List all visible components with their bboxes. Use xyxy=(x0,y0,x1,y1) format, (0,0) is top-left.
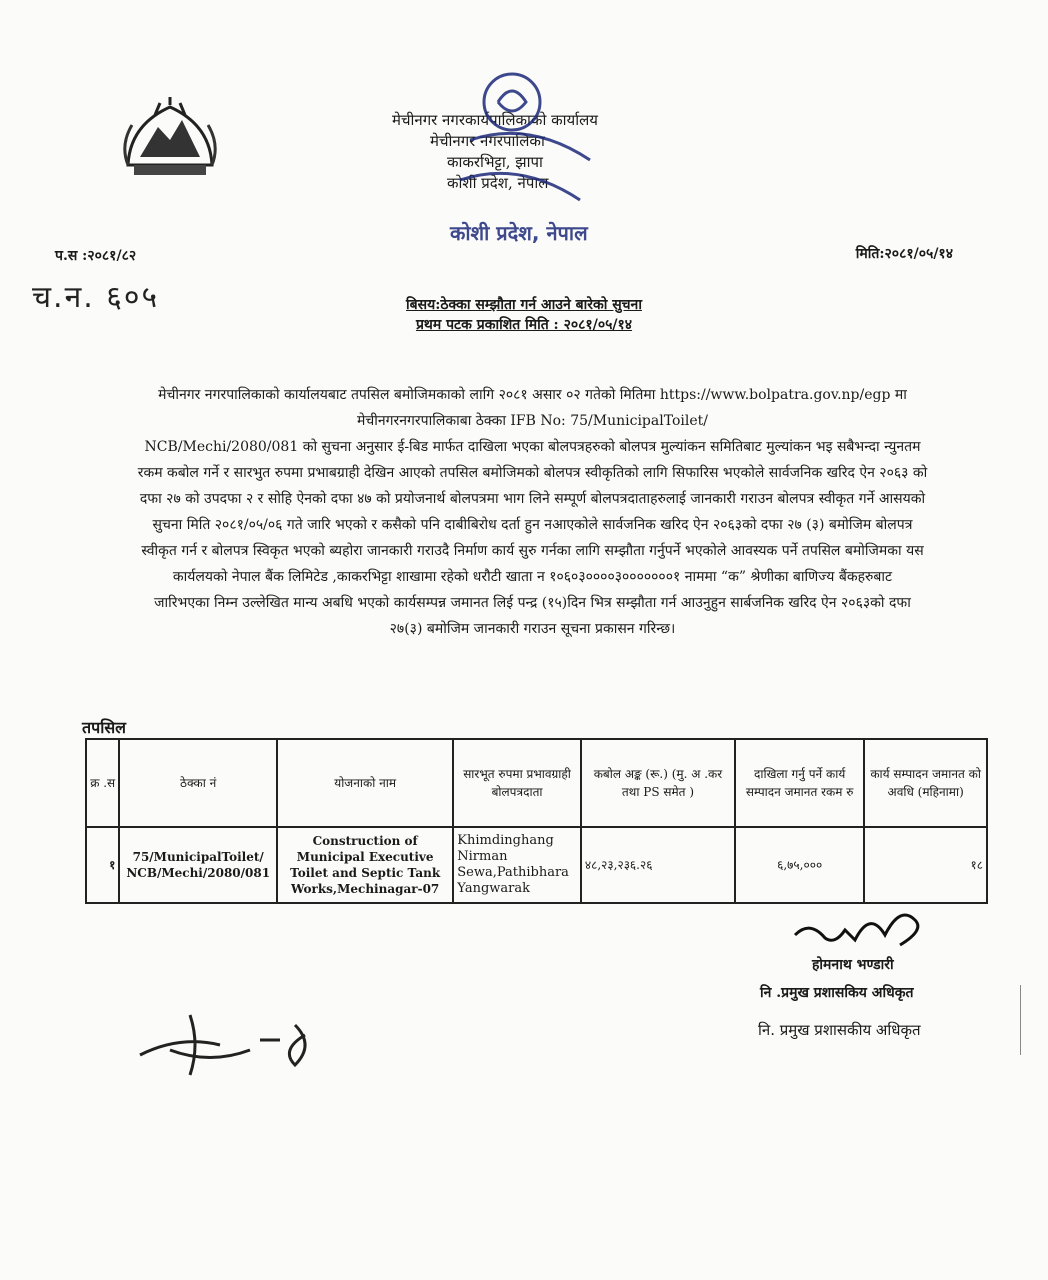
cell-contract-no: 75/MunicipalToilet/ NCB/Mechi/2080/081 xyxy=(119,827,277,903)
cell-project-name: Construction of Municipal Executive Toilet and Septic Tank Works,Mechinagar-07 xyxy=(277,827,453,903)
body-line: स्वीकृत गर्न र बोलपत्र स्विकृत भएको ब्यहोरा जानकारी गराउदै निर्माण कार्य सुरु गर्नका लागि सम्झौता गर्नुपर्ने भएकोले आवस्यक पर्ने तपसिल बमोजिमका यस xyxy=(141,543,924,559)
signatory-title: नि .प्रमुख प्रशासकिय अधिकृत xyxy=(760,985,914,1001)
body-line: दफा २७ को उपदफा २ र सोहि ऐनको दफा ४७ को प्रयोजनार्थ बोलपत्रमा भाग लिने सम्पूर्ण बोलपत्रदाताहरुलाई जानकारी गराउन बोलपत्र स्वीकृत गर्ने आसयको xyxy=(139,491,926,507)
signatory-name: होमनाथ भण्डारी xyxy=(812,957,894,973)
reference-number: प.स :२०८१/८२ xyxy=(55,248,137,264)
body-line: रकम कबोल गर्ने र सारभुत रुपमा प्रभाबग्राही देखिन आएको तपसिल बमोजिमको बोलपत्र स्वीकृतिको लागि सिफारिस भएकोले सार्वजनिक खरिद ऐन २०६३ को xyxy=(137,465,928,481)
seal-text: कोशी प्रदेश, नेपाल xyxy=(450,221,588,245)
body-line: २७(३) बमोजिम जानकारी गराउन सूचना प्रकासन गरिन्छ। xyxy=(389,621,676,637)
office-line: काकरभिट्टा, झापा xyxy=(447,153,543,171)
handwritten-signature-image xyxy=(130,1005,330,1085)
body-line: मेचीनगरनगरपालिकाबा ठेक्का IFB No: 75/MunicipalToilet/ xyxy=(357,413,708,429)
signature-image xyxy=(790,900,930,950)
col-header-bid-amount: कबोल अङ्क (रू.) (मु. अ .कर तथा PS समेत ) xyxy=(581,739,735,827)
edge-line xyxy=(1020,985,1021,1055)
notice-date: मिति:२०८१/०५/१४ xyxy=(855,246,953,262)
cell-guarantee-amount: ६,७५,००० xyxy=(735,827,864,903)
subject-line: बिसय:ठेक्का सम्झौता गर्न आउने बारेको सुचना xyxy=(406,297,642,313)
table-row xyxy=(86,827,987,903)
handwritten-dispatch-number: च.न. ६०५ xyxy=(32,280,160,315)
published-date-line: प्रथम पटक प्रकाशित मिति : २०८१/०५/१४ xyxy=(415,317,633,333)
col-header-contract-no: ठेक्का नं xyxy=(119,739,277,827)
body-line: कार्यलयको नेपाल बैंक लिमिटेड ,काकरभिट्टा शाखामा रहेको धरौटी खाता न १०६०३००००३०००००००१ नाममा “क” श्रेणीका बाणिज्य बैंकहरुबाट xyxy=(172,569,893,585)
body-line: मेचीनगर नगरपालिकाको कार्यालयबाट तपसिल बमोजिमकाको लागि २०८१ असार ०२ गतेको मितिमा https://www.bolpatra.gov.np/egp मा xyxy=(158,387,907,403)
col-header-guarantee-period: कार्य सम्पादन जमानत को अवधि (महिनामा) xyxy=(864,739,987,827)
office-line: कोशी प्रदेश, नेपाल xyxy=(447,174,549,192)
col-header-bidder: सारभूत रुपमा प्रभावग्राही बोलपत्रदाता xyxy=(453,739,581,827)
nepal-emblem-icon xyxy=(120,95,220,185)
contract-table xyxy=(85,738,988,904)
col-header-guarantee-amount: दाखिला गर्नु पर्ने कार्य सम्पादन जमानत रकम रु xyxy=(735,739,864,827)
notice-subject xyxy=(0,295,1048,335)
signatory-title-stamp: नि. प्रमुख प्रशासकीय अधिकृत xyxy=(758,1021,921,1039)
cell-serial: १ xyxy=(86,827,119,903)
notice-body xyxy=(75,382,990,642)
body-line: सुचना मिति २०८१/०५/०६ गते जारि भएको र कसैको पनि दाबीबिरोध दर्ता हुन नआएकोले सार्वजनिक खरिद ऐन २०६३को दफा २७ (३) बमोजिम बोलपत्र xyxy=(152,517,913,533)
col-header-project-name: योजनाको नाम xyxy=(277,739,453,827)
body-line: NCB/Mechi/2080/081 को सुचना अनुसार ई-बिड मार्फत दाखिला भएका बोलपत्रहरुको बोलपत्र मुल्यांकन समितिबाट मुल्यांकन भइ सबैभन्दा न्युनतम xyxy=(144,439,921,455)
body-line: जारिभएका निम्न उल्लेखित मान्य अबधि भएको कार्यसम्पन्न जमानत लिई पन्द्र (१५)दिन भित्र सम्झौता गर्न आउनुहुन सार्बजनिक खरिद ऐन २०६३को दफा xyxy=(154,595,911,611)
office-line: मेचीनगर नगरपालिका xyxy=(430,132,545,150)
municipality-seal-stamp xyxy=(440,60,610,260)
cell-guarantee-period: १८ xyxy=(864,827,987,903)
table-header-row xyxy=(86,739,987,827)
office-line: मेचीनगर नगरकार्यपालिकाको कार्यालय xyxy=(392,111,598,129)
cell-bid-amount: ४८,२३,२३६.२६ xyxy=(581,827,735,903)
table-title: तपसिल xyxy=(82,718,127,737)
col-header-serial: क्र .स xyxy=(86,739,119,827)
cell-bidder: Khimdinghang Nirman Sewa,Pathibhara Yangwarak xyxy=(453,827,581,903)
